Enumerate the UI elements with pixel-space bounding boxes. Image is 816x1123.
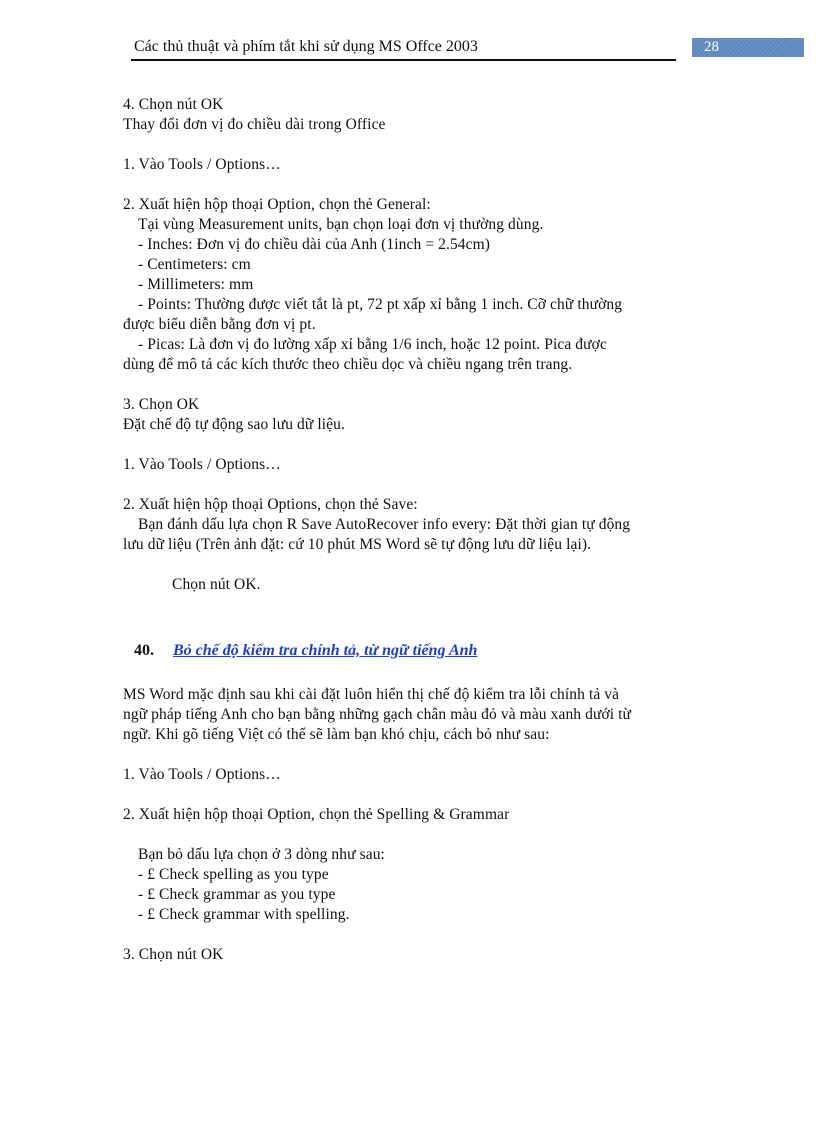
- body-line: - Points: Thường được viết tắt là pt, 72 pt xấp xỉ bằng 1 inch. Cỡ chữ thường: [138, 296, 623, 313]
- body-line: 2. Xuất hiện hộp thoại Option, chọn thẻ General:: [123, 196, 431, 213]
- body-line: 3. Chọn nút OK: [123, 946, 224, 963]
- body-line: - £ Check spelling as you type: [138, 866, 329, 883]
- body-line: 2. Xuất hiện hộp thoại Options, chọn thẻ Save:: [123, 496, 418, 513]
- body-line: 1. Vào Tools / Options…: [123, 156, 281, 173]
- body-line: dùng để mô tả các kích thước theo chiều dọc và chiều ngang trên trang.: [123, 356, 573, 373]
- header-rule: [131, 59, 676, 61]
- running-header-title: Các thủ thuật và phím tắt khi sử dụng MS Offce 2003: [134, 38, 478, 55]
- body-line: Bạn đánh dấu lựa chọn R Save AutoRecover info every: Đặt thời gian tự động: [138, 516, 631, 533]
- body-line: ngữ. Khi gõ tiếng Việt có thể sẽ làm bạn khó chịu, cách bỏ như sau:: [123, 726, 550, 743]
- section-title-link[interactable]: Bỏ chế độ kiểm tra chính tả, từ ngữ tiếng Anh: [173, 642, 478, 659]
- body-line: Tại vùng Measurement units, bạn chọn loại đơn vị thường dùng.: [138, 216, 544, 233]
- body-line: được biểu diễn bằng đơn vị pt.: [123, 316, 316, 333]
- page-number: 28: [704, 39, 719, 55]
- body-line: 1. Vào Tools / Options…: [123, 766, 281, 783]
- body-line: - Picas: Là đơn vị đo lường xấp xỉ bằng 1/6 inch, hoặc 12 point. Pica được: [138, 336, 607, 353]
- body-line: - £ Check grammar as you type: [138, 886, 336, 903]
- section-heading: [134, 642, 477, 660]
- body-line: Thay đổi đơn vị đo chiều dài trong Office: [123, 116, 386, 133]
- body-line: 3. Chọn OK: [123, 396, 200, 413]
- body-line: - Millimeters: mm: [138, 276, 254, 293]
- body-line: 1. Vào Tools / Options…: [123, 456, 281, 473]
- page-number-badge: [692, 38, 804, 57]
- body-line: - Inches: Đơn vị đo chiều dài của Anh (1inch = 2.54cm): [138, 236, 491, 253]
- body-line: ngữ pháp tiếng Anh cho bạn bằng những gạch chân màu đỏ và màu xanh dưới từ: [123, 706, 632, 723]
- body-line: 4. Chọn nút OK: [123, 96, 224, 113]
- body-line: Chọn nút OK.: [172, 576, 261, 593]
- body-line: MS Word mặc định sau khi cài đặt luôn hiển thị chế độ kiểm tra lỗi chính tả và: [123, 686, 620, 703]
- body-line: - Centimeters: cm: [138, 256, 251, 273]
- body-line: lưu dữ liệu (Trên ảnh đặt: cứ 10 phút MS Word sẽ tự động lưu dữ liệu lại).: [123, 536, 592, 553]
- body-line: 2. Xuất hiện hộp thoại Option, chọn thẻ Spelling & Grammar: [123, 806, 510, 823]
- body-line: Đặt chế độ tự động sao lưu dữ liệu.: [123, 416, 345, 433]
- body-line: - £ Check grammar with spelling.: [138, 906, 350, 923]
- body-line: Bạn bỏ dấu lựa chọn ở 3 dòng như sau:: [138, 846, 385, 863]
- section-number: 40.: [134, 642, 154, 659]
